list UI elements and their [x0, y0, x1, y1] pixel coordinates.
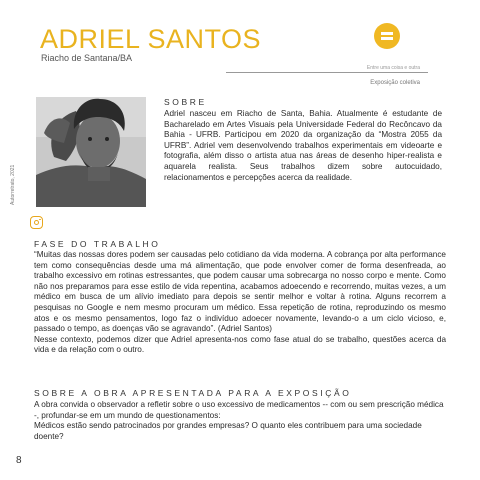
- page-number: 8: [16, 455, 22, 466]
- work-phase-text: [34, 250, 446, 356]
- artist-portrait: [36, 97, 146, 207]
- exhibited-work-title: SOBRE A OBRA APRESENTADA PARA A EXPOSIÇÃO: [34, 388, 352, 398]
- about-text: Adriel nasceu em Riacho de Santa, Bahia. Atualmente é estudante de Bacharelado em Artes Visuais pela Universidade Federal do Recôncavo da Bahia - UFRB. Participou em 2020 da organização da “Mostra 2055 da UFRB”. Adriel vem desenvolvendo trabalhos experimentais em videoarte e fotografia, além disso o artista atua nas áreas de desenho hiper-realista e aquarela realista. Seus trabalhos dizem sobre autocuidado, relacionamentos e percepções acerca da realidade.: [164, 109, 442, 182]
- artist-origin: Riacho de Santana/BA: [41, 53, 133, 63]
- instagram-lens: [34, 220, 39, 225]
- work-phase-title: FASE DO TRABALHO: [34, 239, 161, 249]
- work-phase-context: Nesse contexto, podemos dizer que Adriel apresenta-nos como fase atual do se trabalho, questões acerca da vida e da relação com o outro.: [34, 334, 446, 355]
- instagram-icon[interactable]: [30, 216, 43, 229]
- artist-name: ADRIEL SANTOS: [40, 24, 262, 54]
- work-phase-quote: “Muitas das nossas dores podem ser causadas pelo cotidiano da vida moderna. A cobrança por alta performance tem como consequências desde uma má alimentação, que pode envolver comer de forma desenfreada, ao trabalho excessivo em rotinas estressantes, que podem causar uma sobrecarga no nosso corpo e mente. Como não nos preparamos para esse estilo de vida repentina, acabamos adoecendo e recorrendo, muitas vezes, a um médico em busca de um alívio imediato para depois se sentir melhor e voltar à rotina. Alguns recorrem a pesquisas no Google e nem mesmo procuram um médico. Essa repetição de rotina, reproduzindo os mesmo atos e os mesmo pensamentos, logo faz o indivíduo adoecer novamente, levando-o a um ciclo vicioso, e, passado o tempo, as doenças vão se agravando”. (Adriel Santos): [34, 250, 446, 334]
- instagram-dot: [39, 219, 41, 221]
- portrait-illustration: [36, 97, 146, 207]
- exhibited-work-questions: Médicos estão sendo patrocinados por grandes empresas? O quanto eles contribuem para uma sociedade doente?: [34, 421, 422, 441]
- header-divider: [226, 72, 428, 73]
- exhibited-work-intro: A obra convida o observador a refletir sobre o uso excessivo de medicamentos -- com ou sem prescrição médica -, profundar-se em um mundo de questionamentos:: [34, 400, 444, 420]
- publication-tagline: Entre uma coisa e outra: [366, 65, 420, 71]
- logo-bar-bottom: [381, 37, 393, 40]
- photo-credit: Autorretrato, 2021: [10, 164, 16, 205]
- publication-logo: [374, 23, 400, 49]
- about-title: SOBRE: [164, 97, 207, 107]
- exhibition-type: Exposição coletiva: [370, 80, 420, 86]
- logo-bar-top: [381, 32, 393, 35]
- exhibited-work-text: [34, 400, 446, 442]
